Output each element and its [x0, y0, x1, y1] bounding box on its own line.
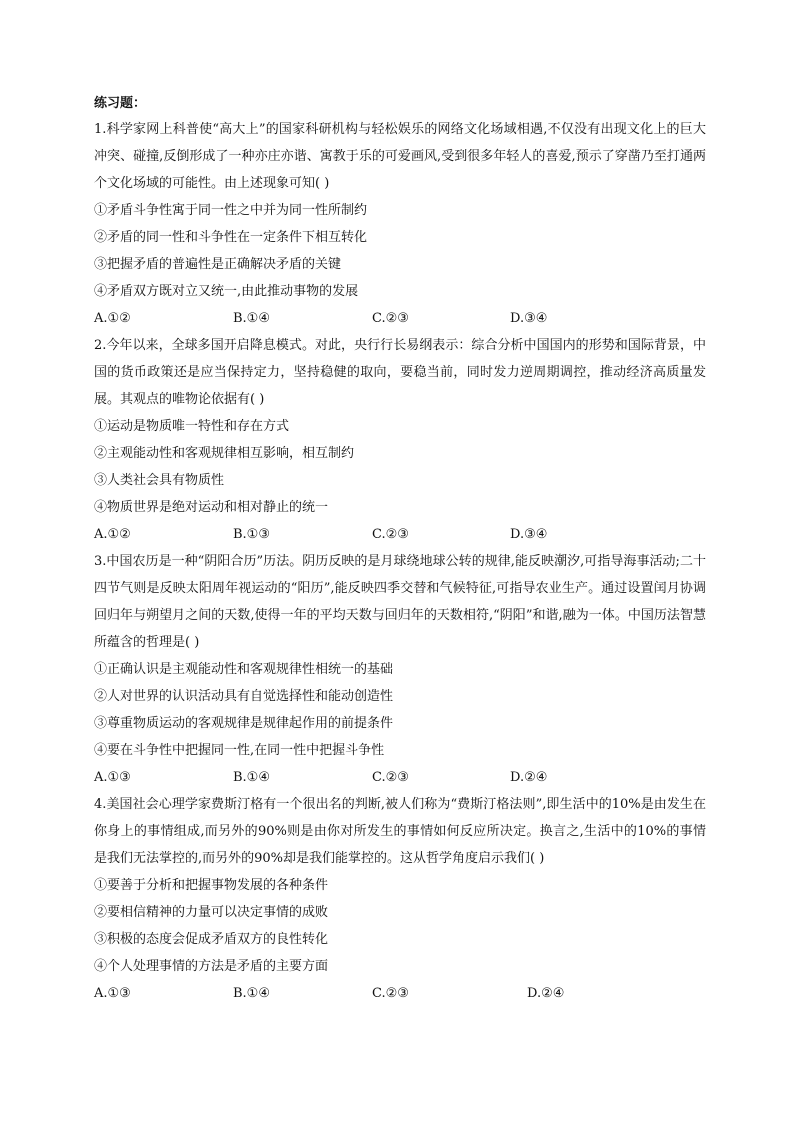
question-stem: 3.中国农历是一种“阴阳合历”历法。阴历反映的是月球绕地球公转的规律,能反映潮汐,可指导海事活动;二十四节气则是反映太阳周年视运动的“阳历”,能反映四季交替和气候特征,可指导农业生产。通过设置闰月协调回归年与朔望月之间的天数,使得一年的平均天数与回归年的天数相符,“阴阳”和谐,融为一体。中国历法智慧所蕴含的哲理是( ): [94, 554, 706, 650]
statement-option: ④矛盾双方既对立又统一,由此推动事物的发展: [94, 284, 359, 299]
choice-b: B.①④: [233, 986, 270, 1001]
choice-a: A.①②: [94, 311, 131, 326]
choice-a: A.①②: [94, 527, 131, 542]
choice-a: A.①③: [94, 986, 131, 1001]
statement-option: ①正确认识是主观能动性和客观规律性相统一的基础: [94, 662, 394, 677]
statement-option: ①运动是物质唯一特性和存在方式: [94, 419, 290, 434]
question-2: [94, 332, 706, 548]
choice-c: C.②③: [372, 986, 409, 1001]
statement-option: ①矛盾斗争性寓于同一性之中并为同一性所制约: [94, 203, 368, 218]
statement-option: ④个人处理事情的方法是矛盾的主要方面: [94, 959, 329, 974]
choice-d: D.②④: [510, 770, 548, 785]
choice-d: D.③④: [510, 527, 548, 542]
statement-option: ②要相信精神的力量可以决定事情的成败: [94, 905, 329, 920]
question-4: [94, 791, 706, 1007]
statement-option: ④物质世界是绝对运动和相对静止的统一: [94, 500, 329, 515]
worksheet: [94, 94, 706, 1007]
question-stem: 1.科学家网上科普使“高大上”的国家科研机构与轻松娱乐的网络文化场域相遇,不仅没有出现文化上的巨大冲突、碰撞,反倒形成了一种亦庄亦谐、寓教于乐的可爱画风,受到很多年轻人的喜爱,预示了穿凿乃至打通两个文化场域的可能性。由上述现象可知( ): [94, 122, 706, 191]
choice-c: C.②③: [372, 770, 409, 785]
statement-option: ②主观能动性和客观规律相互影响，相互制约: [94, 446, 355, 461]
statement-option: ③把握矛盾的普遍性是正确解决矛盾的关键: [94, 257, 342, 272]
choice-c: C.②③: [372, 311, 409, 326]
choice-c: C.②③: [372, 527, 409, 542]
statement-option: ③人类社会具有物质性: [94, 473, 225, 488]
statement-option: ④要在斗争性中把握同一性,在同一性中把握斗争性: [94, 743, 385, 758]
choice-b: B.①④: [233, 311, 270, 326]
statement-option: ②矛盾的同一性和斗争性在一定条件下相互转化: [94, 230, 368, 245]
choice-b: B.①④: [233, 770, 270, 785]
question-3: [94, 548, 706, 791]
statement-option: ③积极的态度会促成矛盾双方的良性转化: [94, 932, 329, 947]
question-stem: 4.美国社会心理学家费斯汀格有一个很出名的判断,被人们称为“费斯汀格法则”,即生活中的10%是由发生在你身上的事情组成,而另外的90%则是由你对所发生的事情如何反应所决定。换言之,生活中的10%的事情是我们无法掌控的,而另外的90%却是我们能掌控的。这从哲学角度启示我们( ): [94, 797, 706, 866]
answer-choices: [94, 521, 706, 548]
choice-b: B.①③: [233, 527, 270, 542]
statement-option: ①要善于分析和把握事物发展的各种条件: [94, 878, 329, 893]
section-title: 练习题：: [94, 96, 147, 111]
choice-a: A.①③: [94, 770, 131, 785]
question-1: [94, 116, 706, 332]
answer-choices: [94, 980, 706, 1007]
question-stem: 2.今年以来，全球多国开启降息模式。对此，央行行长易纲表示：综合分析中国国内的形势和国际背景，中国的货币政策还是应当保持定力，坚持稳健的取向，要稳当前，同时发力逆周期调控，推动经济高质量发展。其观点的唯物论依据有( ): [94, 338, 706, 407]
statement-option: ③尊重物质运动的客观规律是规律起作用的前提条件: [94, 716, 394, 731]
answer-choices: [94, 305, 706, 332]
choice-d: D.③④: [510, 311, 548, 326]
choice-d: D.②④: [527, 986, 565, 1001]
answer-choices: [94, 764, 706, 791]
statement-option: ②人对世界的认识活动具有自觉选择性和能动创造性: [94, 689, 394, 704]
